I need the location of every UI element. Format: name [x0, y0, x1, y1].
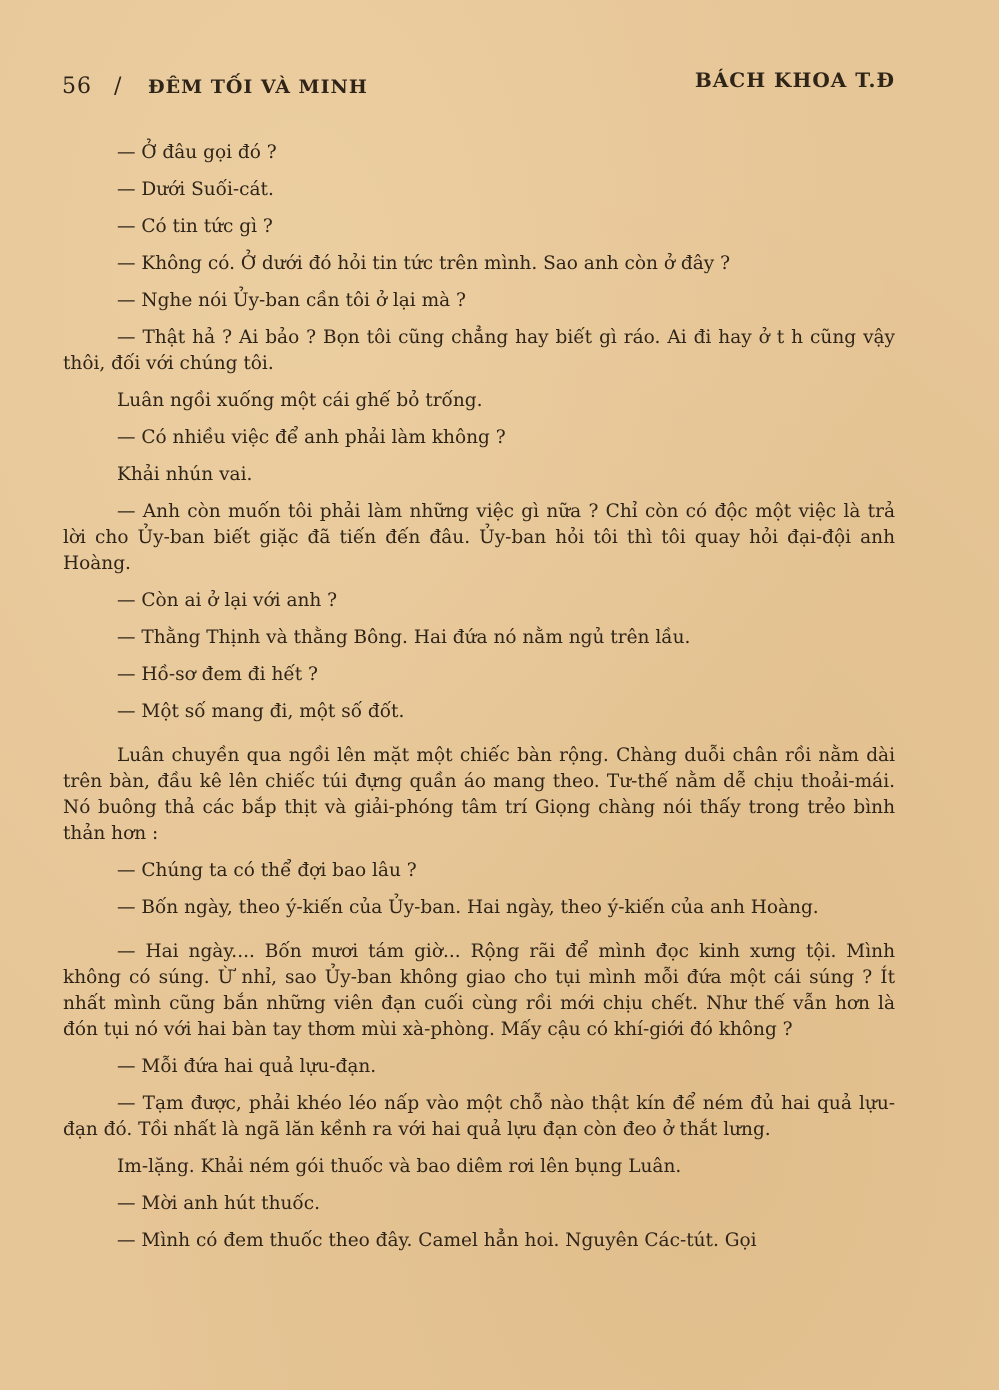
paragraph: — Một số mang đi, một số đốt.	[117, 701, 405, 722]
journal-title: BÁCH KHOA T.Đ	[694, 68, 895, 92]
paragraph: — Thật hả ? Ai bảo ? Bọn tôi cũng chẳng hay biết gì ráo. Ai đi hay ở t h cũng vậy thôi, đối với chúng tôi.	[63, 327, 895, 374]
paragraph: — Mỗi đứa hai quả lựu-đạn.	[117, 1056, 377, 1077]
paragraph: — Mời anh hút thuốc.	[117, 1193, 320, 1214]
paragraph: — Nghe nói Ủy-ban cần tôi ở lại mà ?	[117, 290, 466, 311]
paragraph: Luân chuyền qua ngồi lên mặt một chiếc bàn rộng. Chàng duỗi chân rồi nằm dài trên bàn, đầu kê lên chiếc túi đựng quần áo mang theo. Tư-thế nằm dễ chịu thoải-mái. Nó buông thả các bắp thịt và giải-phóng tâm trí Giọng chàng nói thấy trong trẻo bình thản hơn :	[63, 745, 895, 844]
paragraph: — Thằng Thịnh và thằng Bông. Hai đứa nó nằm ngủ trên lầu.	[117, 627, 691, 648]
paragraph: — Hai ngày.... Bốn mươi tám giờ... Rộng rãi để mình đọc kinh xưng tội. Mình không có súng. Ừ nhỉ, sao Ủy-ban không giao cho tụi mình mỗi đứa một cái súng ? Ít nhất mình cũng bắn những viên đạn cuối cùng rồi mới chịu chết. Như thế vẫn hơn là đón tụi nó với hai bàn tay thơm mùi xà-phòng. Mấy cậu có khí-giới đó không ?	[63, 941, 895, 1040]
header-separator: /	[114, 74, 122, 99]
paragraph: — Tạm được, phải khéo léo nấp vào một chỗ nào thật kín để ném đủ hai quả lựu-đạn đó. Tồi nhất là ngã lăn kềnh ra với hai quả lựu đạn còn đeo ở thắt lưng.	[63, 1093, 895, 1140]
paragraph: — Mình có đem thuốc theo đây. Camel hẳn hoi. Nguyên Các-tút. Gọi	[117, 1230, 757, 1251]
paragraph: — Có nhiều việc để anh phải làm không ?	[117, 427, 506, 448]
paragraph: — Ở đâu gọi đó ?	[117, 142, 277, 163]
paragraph: — Hồ-sơ đem đi hết ?	[117, 664, 318, 685]
page-number: 56	[62, 74, 92, 99]
page-header	[62, 68, 895, 102]
paragraph: — Dưới Suối-cát.	[117, 179, 274, 200]
paragraph: Luân ngồi xuống một cái ghế bỏ trống.	[117, 390, 483, 411]
paragraph: — Anh còn muốn tôi phải làm những việc gì nữa ? Chỉ còn có độc một việc là trả lời cho Ủy-ban biết giặc đã tiến đến đâu. Ủy-ban hỏi tôi thì tôi quay hỏi đại-đội anh Hoàng.	[63, 501, 895, 574]
paragraph: Im-lặng. Khải ném gói thuốc và bao diêm rơi lên bụng Luân.	[117, 1156, 682, 1177]
paragraph: — Còn ai ở lại với anh ?	[117, 590, 338, 611]
paragraph: — Chúng ta có thể đợi bao lâu ?	[117, 860, 417, 881]
paragraph: — Bốn ngày, theo ý-kiến của Ủy-ban. Hai ngày, theo ý-kiến của anh Hoàng.	[117, 897, 819, 918]
running-title: ĐÊM TỐI VÀ MINH	[148, 76, 368, 98]
body-text	[63, 140, 895, 1254]
paragraph: Khải nhún vai.	[117, 464, 253, 485]
paragraph: — Không có. Ở dưới đó hỏi tin tức trên mình. Sao anh còn ở đây ?	[117, 253, 730, 274]
paragraph: — Có tin tức gì ?	[117, 216, 273, 237]
